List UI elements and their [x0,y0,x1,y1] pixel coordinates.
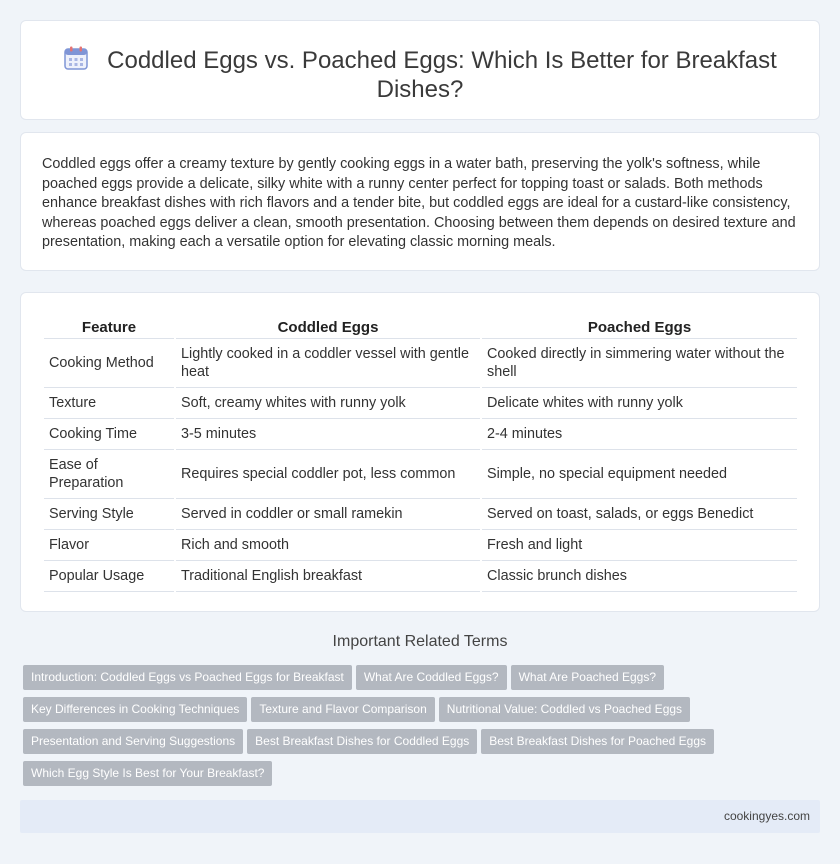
row-poached: Fresh and light [482,530,797,561]
row-poached: Served on toast, salads, or eggs Benedict [482,499,797,530]
related-term-tag[interactable]: What Are Coddled Eggs? [356,665,507,690]
row-coddled: Soft, creamy whites with runny yolk [176,388,480,419]
row-feature: Serving Style [44,499,174,530]
row-feature: Cooking Time [44,419,174,450]
table-header-row [44,315,797,339]
header-card [20,20,820,120]
intro-card [20,132,820,271]
table-row [44,530,797,561]
row-feature: Cooking Method [44,339,174,388]
row-feature: Texture [44,388,174,419]
table-row [44,419,797,450]
intro-paragraph: Coddled eggs offer a creamy texture by gently cooking eggs in a water bath, preserving the yolk's softness, while poached eggs provide a delicate, silky white with a runny center perfect for topping toast or salads. Both methods enhance breakfast dishes with rich flavors and a tender bite, but coddled eggs are ideal for a custard-like consistency, whereas poached eggs deliver a clean, smooth presentation. Choosing between them depends on desired texture and presentation, making each a versatile option for elevating classic morning meals. [42,156,796,251]
comparison-card [20,292,820,612]
related-term-tag[interactable]: Which Egg Style Is Best for Your Breakfast? [23,761,272,786]
row-coddled: Requires special coddler pot, less common [176,450,480,499]
row-poached: Classic brunch dishes [482,561,797,592]
table-row [44,499,797,530]
table-row [44,339,797,388]
table-row [44,561,797,592]
row-poached: Simple, no special equipment needed [482,450,797,499]
row-feature: Popular Usage [44,561,174,592]
header-coddled: Coddled Eggs [176,315,480,339]
comparison-table [42,315,799,592]
related-term-tag[interactable]: Best Breakfast Dishes for Coddled Eggs [247,729,477,754]
row-poached: Cooked directly in simmering water without the shell [482,339,797,388]
row-coddled: 3-5 minutes [176,419,480,450]
calendar-icon [63,45,89,71]
related-terms-title: Important Related Terms [332,633,508,650]
table-row [44,388,797,419]
related-term-tag[interactable]: Texture and Flavor Comparison [251,697,434,722]
header-feature: Feature [44,315,174,339]
header-poached: Poached Eggs [482,315,797,339]
related-term-tag[interactable]: What Are Poached Eggs? [511,665,664,690]
related-term-tag[interactable]: Nutritional Value: Coddled vs Poached Eggs [439,697,690,722]
related-term-tag[interactable]: Key Differences in Cooking Techniques [23,697,247,722]
row-coddled: Lightly cooked in a coddler vessel with gentle heat [176,339,480,388]
footer-site-link[interactable]: cookingyes.com [723,809,810,823]
related-term-tag[interactable]: Best Breakfast Dishes for Poached Eggs [481,729,714,754]
row-coddled: Served in coddler or small ramekin [176,499,480,530]
related-term-tag[interactable]: Presentation and Serving Suggestions [23,729,243,754]
footer-bar [20,800,820,833]
row-coddled: Rich and smooth [176,530,480,561]
row-coddled: Traditional English breakfast [176,561,480,592]
row-poached: 2-4 minutes [482,419,797,450]
related-terms-tags [23,665,803,793]
row-feature: Ease of Preparation [44,450,174,499]
table-row [44,450,797,499]
row-poached: Delicate whites with runny yolk [482,388,797,419]
page-title-wrap [61,45,779,104]
row-feature: Flavor [44,530,174,561]
related-term-tag[interactable]: Introduction: Coddled Eggs vs Poached Eggs for Breakfast [23,665,352,690]
page-title: Coddled Eggs vs. Poached Eggs: Which Is Better for Breakfast Dishes? [107,47,777,103]
